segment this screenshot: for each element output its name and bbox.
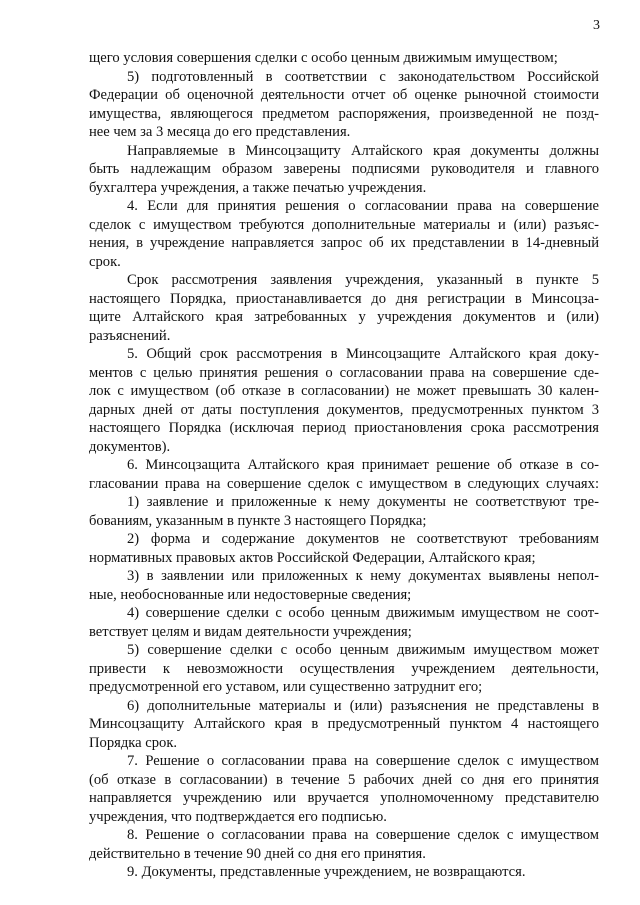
text-line: 1) заявление и приложенные к нему документы не соответствуют тре- xyxy=(127,494,599,510)
text-line: гласовании права на совершение сделок с имуществом в следующих случаях: xyxy=(89,475,599,492)
text-line: ные, необоснованные или недостоверные сведения; xyxy=(89,586,412,603)
text-line: 4) совершение сделки с особо ценным движимым имуществом не соот- xyxy=(127,605,599,621)
text-line: имущества, являющегося предметом распоряжения, произведенной не позд- xyxy=(89,105,599,122)
text-line: сделок с имуществом требуются дополнительные материалы и (или) разъяс- xyxy=(89,216,599,233)
text-line: 7. Решение о согласовании права на совершение сделок с имуществом xyxy=(127,753,599,769)
text-line: быть надлежащим образом заверены подписями руководителя и главного xyxy=(89,161,599,177)
text-line: Порядка срок. xyxy=(89,734,178,751)
text-line: 9. Документы, представленные учреждением, не возвращаются. xyxy=(127,864,526,880)
text-line: щите Алтайского края затребованных у учреждения документов и (или) xyxy=(89,309,599,325)
text-line: щего условия совершения сделки с особо ценным движимым имуществом; xyxy=(89,50,558,66)
document-body xyxy=(89,49,599,882)
text-line: бухгалтера учреждения, а также печатью учреждения. xyxy=(89,179,427,196)
text-line: нения, в учреждение направляется запрос об их представлении в 14-дневный xyxy=(89,235,599,251)
text-line: Минсоцзащиту Алтайского края в предусмотренный пунктом 4 настоящего xyxy=(89,716,599,732)
text-line: ветствует целям и видам деятельности учреждения; xyxy=(89,623,412,640)
text-line: 8. Решение о согласовании права на совершение сделок с имуществом xyxy=(127,827,599,843)
text-line: Направляемые в Минсоцзащиту Алтайского края документы должны xyxy=(127,142,599,159)
text-line: 5. Общий срок рассмотрения в Минсоцзащите Алтайского края доку- xyxy=(127,346,599,362)
text-line: 2) форма и содержание документов не соответствуют требованиям xyxy=(127,531,599,547)
text-line: 5) подготовленный в соответствии с законодательством Российской xyxy=(127,68,599,85)
text-line: действительно в течение 90 дней со дня его принятия. xyxy=(89,845,426,862)
text-line: лок с имуществом (об отказе в согласовании) не может превышать 30 кален- xyxy=(89,383,599,399)
text-line: 3) в заявлении или приложенных к нему документах выявлены непол- xyxy=(127,568,599,584)
text-line: ментов с целью принятия решения о согласовании права на совершение сде- xyxy=(89,364,599,381)
page-number: 3 xyxy=(593,18,600,33)
text-line: учреждения, что подтверждается его подписью. xyxy=(89,808,387,825)
text-line: срок. xyxy=(89,253,121,270)
text-line: направляется учреждению или вручается уполномоченному представителю xyxy=(89,790,599,806)
text-line: 4. Если для принятия решения о согласовании права на совершение xyxy=(127,198,599,214)
text-line: предусмотренной его уставом, или существенно затруднит его; xyxy=(89,679,483,695)
text-line: нее чем за 3 месяца до его представления. xyxy=(89,124,351,140)
text-line: 5) совершение сделки с особо ценным движимым имуществом может xyxy=(127,642,599,658)
text-line: бованиям, указанным в пункте 3 настоящего Порядка; xyxy=(89,512,427,529)
text-line: разъяснений. xyxy=(89,327,171,344)
text-line: документов). xyxy=(89,438,171,455)
text-line: Федерации об оценочной деятельности отчет об оценке рыночной стоимости xyxy=(89,87,599,103)
text-line: привести к невозможности осуществления учреждением деятельности, xyxy=(89,660,599,677)
text-line: настоящего Порядка, приостанавливается до дня регистрации в Минсоцза- xyxy=(89,290,599,307)
text-line: 6. Минсоцзащита Алтайского края принимает решение об отказе в со- xyxy=(127,457,599,473)
text-line: 6) дополнительные материалы и (или) разъяснения не представлены в xyxy=(127,697,599,714)
text-line: Срок рассмотрения заявления учреждения, указанный в пункте 5 xyxy=(127,272,599,288)
text-line: нормативных правовых актов Российской Федерации, Алтайского края; xyxy=(89,549,536,566)
text-line: настоящего Порядка (исключая период приостановления срока рассмотрения xyxy=(89,420,599,436)
text-line: дарных дней от даты поступления документов, предусмотренных пунктом 3 xyxy=(89,401,599,418)
text-line: (об отказе в согласовании) в течение 5 рабочих дней со дня его принятия xyxy=(89,771,599,788)
